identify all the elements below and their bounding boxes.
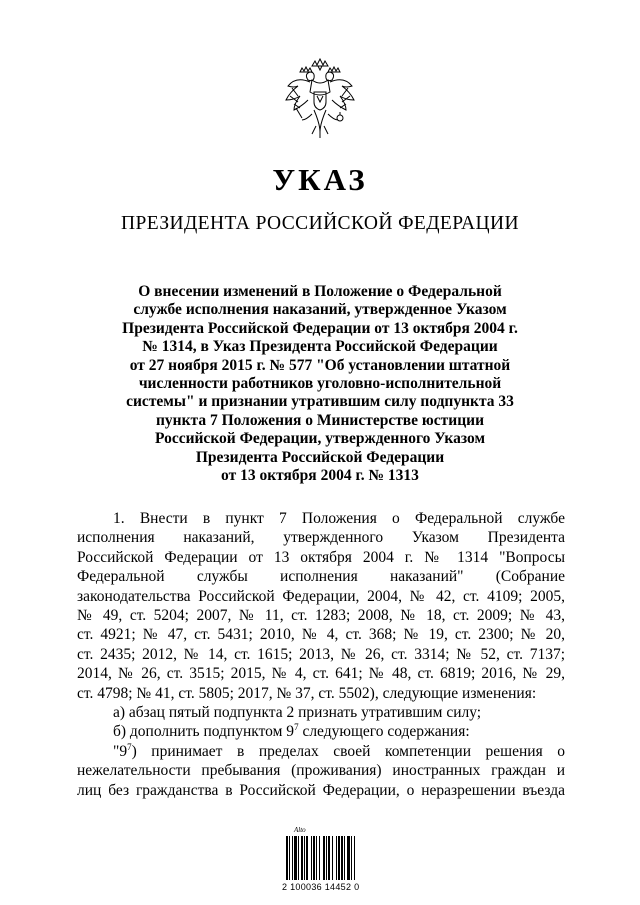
body-line: законодательства Российской Федерации, 2004, № 42, ст. 4109; 2005, [77, 587, 565, 605]
body-line: ст. 4921; № 47, ст. 5431; 2010, № 4, ст. 368; № 19, ст. 2300; № 20, [77, 626, 565, 644]
heading-line: № 1314, в Указ Президента Российской Федерации [142, 338, 498, 356]
heading-line: службе исполнения наказаний, утвержденное Указом [133, 301, 507, 319]
superscript: 7 [294, 722, 299, 733]
body-line: 1. Внести в пункт 7 Положения о Федеральной службе [113, 510, 565, 527]
superscript: 7 [127, 741, 132, 752]
body-text: ) принимает в пределах своей компетенции решения о [131, 742, 565, 760]
heading-line: численности работников уголовно-исполнительной [138, 375, 502, 393]
body-line: № 49, ст. 5204; 2007, № 11, ст. 1283; 2008, № 18, ст. 2009; № 43, [77, 607, 565, 625]
barcode-mark: Alto [294, 826, 306, 834]
heading-line: от 27 ноября 2015 г. № 577 "Об установлении штатной [129, 356, 511, 374]
barcode-number: 2 100036 14452 0 [282, 882, 360, 892]
body-text: б) дополнить подпунктом 9 [113, 723, 295, 741]
decree-subtitle: ПРЕЗИДЕНТА РОССИЙСКОЙ ФЕДЕРАЦИИ [121, 213, 519, 234]
heading-line: Российской Федерации, утвержденного Указом [154, 430, 486, 448]
decree-title: УКАЗ [272, 162, 368, 197]
body-line: Федеральной службы исполнения наказаний" (Собрание [77, 568, 565, 586]
body-line: ст. 2435; 2012, № 14, ст. 1615; 2013, № 26, ст. 3314; № 52, ст. 7137; [77, 645, 565, 663]
heading-line: от 13 октября 2004 г. № 1313 [221, 467, 419, 485]
heading-line: Президента Российской Федерации от 13 октября 2004 г. [122, 319, 518, 337]
body-line: а) абзац пятый подпункта 2 признать утратившим силу; [113, 704, 482, 722]
body-text: следующего содержания: [298, 723, 470, 741]
body-text: "9 [113, 742, 128, 760]
coat-of-arms-emblem [282, 58, 358, 140]
barcode-bars [284, 836, 372, 880]
decree-heading [100, 283, 540, 485]
body-line: Российской Федерации от 13 октября 2004 г. № 1314 "Вопросы [77, 548, 565, 566]
decree-body [77, 509, 565, 800]
heading-line: О внесении изменений в Положение о Федеральной [138, 283, 502, 300]
barcode [284, 826, 374, 896]
heading-line: системы" и признании утратившим силу подпункта 33 [126, 393, 514, 411]
body-line: лиц без гражданства в Российской Федерации, о неразрешении въезда [77, 781, 565, 799]
body-line: ст. 4798; № 41, ст. 5805; 2017, № 37, ст. 5502), следующие изменения: [77, 684, 537, 702]
heading-line: Президента Российской Федерации [195, 448, 445, 466]
body-line: 2014, № 26, ст. 3515; 2015, № 4, ст. 641; № 48, ст. 6819; 2016, № 29, [77, 665, 565, 683]
body-line-subitem-b [77, 722, 565, 741]
heading-line: пункта 7 Положения о Министерстве юстиции [155, 411, 484, 429]
body-line-quote [77, 742, 565, 761]
body-line: исполнения наказаний, утвержденного Указом Президента [77, 529, 565, 547]
body-line: нежелательности пребывания (проживания) иностранных граждан и [77, 762, 565, 780]
